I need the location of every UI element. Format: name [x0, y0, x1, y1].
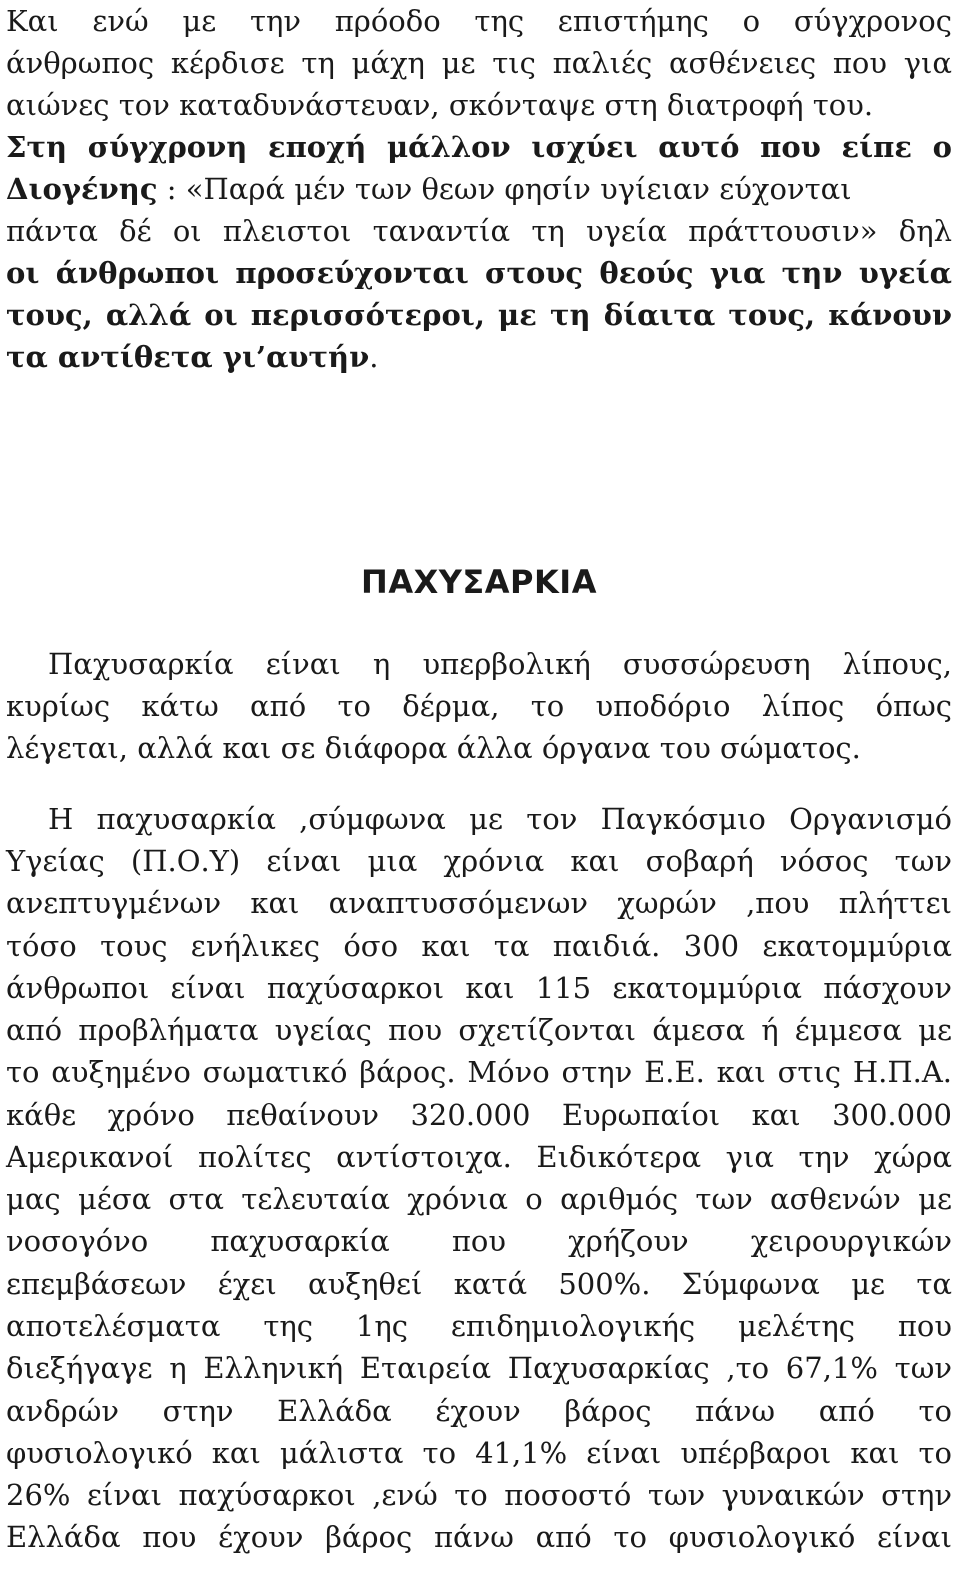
intro-line-4: Στη σύγχρονη εποχή μάλλον ισχύει αυτό που είπε ο — [6, 130, 952, 164]
intro-line-3: αιώνες τον καταδυνάστευαν, σκόνταψε στη διατροφή του. — [6, 88, 874, 122]
p2-line-12: επεμβάσεων έχει αυξηθεί κατά 500%. Σύμφωνα με τα — [6, 1267, 952, 1301]
intro-line-6: πάντα δέ οι πλειστοι ταναντία τη υγεία πράττουσιν» δηλ — [6, 214, 952, 248]
p2-line-2: Υγείας (Π.Ο.Υ) είναι μια χρόνια και σοβαρή νόσος των — [6, 844, 952, 878]
intro-line-2: άνθρωπος κέρδισε τη μάχη με τις παλιές ασθένειες που για — [6, 46, 952, 80]
intro-line-7: οι άνθρωποι προσεύχονται στους θεούς για την υγεία — [6, 256, 952, 290]
p2-line-4: τόσο τους ενήλικες όσο και τα παιδιά. 300 εκατομμύρια — [6, 929, 952, 963]
intro-line-1: Και ενώ με την πρόοδο της επιστήμης ο σύγχρονος — [6, 4, 952, 38]
p2-line-17: 26% είναι παχύσαρκοι ,ενώ το ποσοστό των γυναικών στην — [6, 1478, 952, 1512]
quote-start: : «Παρά μέν των θεων φησίν υγίειαν εύχονται — [157, 172, 852, 206]
p2-line-5: άνθρωποι είναι παχύσαρκοι και 115 εκατομμύρια πάσχουν — [6, 971, 952, 1005]
p2-line-9: Αμερικανοί πολίτες αντίστοιχα. Ειδικότερα για την χώρα — [6, 1140, 952, 1174]
intro-line-9-bold: τα αντίθετα γι’αυτήν — [6, 340, 370, 374]
p1-line-3: λέγεται, αλλά και σε διάφορα άλλα όργανα του σώματος. — [6, 731, 861, 765]
p2-line-13: αποτελέσματα της 1ης επιδημιολογικής μελέτης που — [6, 1309, 952, 1343]
p1-line-1: Παχυσαρκία είναι η υπερβολική συσσώρευση λίπους, — [48, 647, 952, 681]
p2-line-11: νοσογόνο παχυσαρκία που χρήζουν χειρουργικών — [6, 1224, 952, 1258]
p2-line-10: μας μέσα στα τελευταία χρόνια ο αριθμός των ασθενών με — [6, 1182, 952, 1216]
p2-line-1: Η παχυσαρκία ,σύμφωνα με τον Παγκόσμιο Οργανισμό — [48, 802, 952, 836]
intro-line-8: τους, αλλά οι περισσότεροι, με τη δίαιτα τους, κάνουν — [6, 298, 952, 332]
p2-line-14: διεξήγαγε η Ελληνική Εταιρεία Παχυσαρκίας ,το 67,1% των — [6, 1351, 952, 1385]
intro-line-9 — [6, 336, 952, 378]
p2-line-6: από προβλήματα υγείας που σχετίζονται άμεσα ή έμμεσα με — [6, 1013, 952, 1047]
p2-line-18: Ελλάδα που έχουν βάρος πάνω από το φυσιολογικό είναι — [6, 1520, 952, 1554]
p2-line-3: ανεπτυγμένων και αναπτυσσόμενων χωρών ,που πλήττει — [6, 886, 952, 920]
diogenes-name: Διογένης — [6, 172, 158, 206]
p2-line-15: ανδρών στην Ελλάδα έχουν βάρος πάνω από το — [6, 1394, 952, 1428]
p2-line-7: το αυξημένο σωματικό βάρος. Μόνο στην Ε.Ε. και στις Η.Π.Α. — [6, 1055, 952, 1089]
section-heading: ΠΑΧΥΣΑΡΚΙΑ — [361, 563, 597, 601]
p2-line-16: φυσιολογικό και μάλιστα το 41,1% είναι υπέρβαρoι και το — [6, 1436, 952, 1470]
intro-line-5 — [6, 168, 952, 210]
intro-line-9-end: . — [369, 340, 379, 374]
p2-line-8: κάθε χρόνο πεθαίνουν 320.000 Ευρωπαίοι και 300.000 — [6, 1098, 952, 1132]
p1-line-2: κυρίως κάτω από το δέρμα, το υποδόριο λίπος όπως — [6, 689, 952, 723]
